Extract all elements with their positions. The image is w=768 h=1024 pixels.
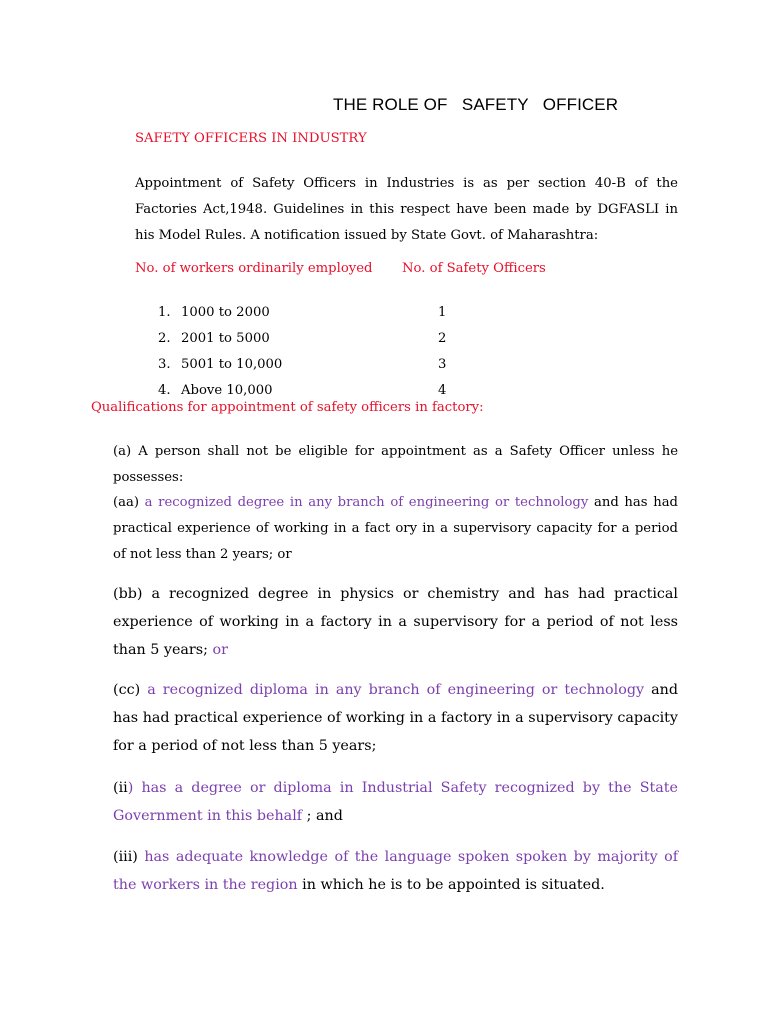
list-number: 2.: [158, 331, 171, 346]
paragraph-cc-rest: and has had practical experience of working in a factory in a supervisory capacity for a period of not less than 5 years;: [113, 682, 678, 754]
page-title: THE ROLE OF SAFETY OFFICER: [333, 95, 619, 114]
paragraph-aa-highlight: a recognized degree in any branch of engineering or technology: [144, 495, 589, 510]
list-item: [158, 300, 458, 326]
officer-count: 3: [438, 357, 447, 372]
intro-paragraph: Appointment of Safety Officers in Industries is as per section 40-B of the Factories Act,1948. Guidelines in this respect have been made by DGFASLI in his Model Rules. A notification issued by State Govt. of Maharashtra:: [135, 176, 678, 243]
paragraph-ii-rest: ; and: [306, 808, 343, 824]
paragraph-iii-rest: in which he is to be appointed is situated.: [297, 877, 605, 893]
qualifications-heading: Qualifications for appointment of safety officers in factory:: [91, 400, 484, 415]
worker-range: 1000 to 2000: [181, 305, 270, 320]
list-number: 4.: [158, 383, 171, 398]
paragraph-iii: [113, 843, 678, 899]
paragraph-a: (a) A person shall not be eligible for appointment as a Safety Officer unless he possesses:: [113, 444, 678, 485]
list-item: [158, 352, 458, 378]
officer-count: 4: [438, 383, 447, 398]
list-number: 3.: [158, 357, 171, 372]
list-number: 1.: [158, 305, 171, 320]
workers-column-header: No. of workers ordinarily employed: [135, 261, 373, 276]
officers-column-header: No. of Safety Officers: [402, 261, 546, 276]
officer-count-list: [158, 300, 458, 404]
paragraph-ii: [113, 774, 678, 830]
paragraph-bb-text: (bb) a recognized degree in physics or chemistry and has had practical experience of working in a factory in a supervisory for a period of not less than 5 years;: [113, 586, 678, 658]
paragraph-iii-highlight: has adequate knowledge of the language spoken spoken by majority of the workers in the region: [113, 849, 679, 893]
officer-count: 1: [438, 305, 447, 320]
paragraph-bb-highlight: or: [212, 642, 228, 658]
paragraph-aa: [113, 490, 678, 568]
worker-range: Above 10,000: [181, 383, 273, 398]
paragraph-aa-prefix: (aa): [113, 495, 145, 510]
list-item: [158, 326, 458, 352]
worker-range: 5001 to 10,000: [181, 357, 283, 372]
paragraph-iii-prefix: (iii): [113, 849, 145, 865]
worker-range: 2001 to 5000: [181, 331, 270, 346]
paragraph-ii-prefix: (ii: [113, 780, 128, 796]
paragraph-ii-highlight: ) has a degree or diploma in Industrial Safety recognized by the State Government in this behalf: [113, 780, 678, 824]
officer-count: 2: [438, 331, 447, 346]
paragraph-cc-prefix: (cc): [113, 682, 148, 698]
paragraph-cc: [113, 676, 678, 760]
section-heading: SAFETY OFFICERS IN INDUSTRY: [135, 131, 367, 146]
paragraph-aa-rest: and has had practical experience of working in a fact ory in a supervisory capacity for a period of not less than 2 years; or: [113, 495, 678, 562]
paragraph-cc-highlight: a recognized diploma in any branch of engineering or technology: [147, 682, 645, 698]
paragraph-bb: [113, 580, 678, 664]
